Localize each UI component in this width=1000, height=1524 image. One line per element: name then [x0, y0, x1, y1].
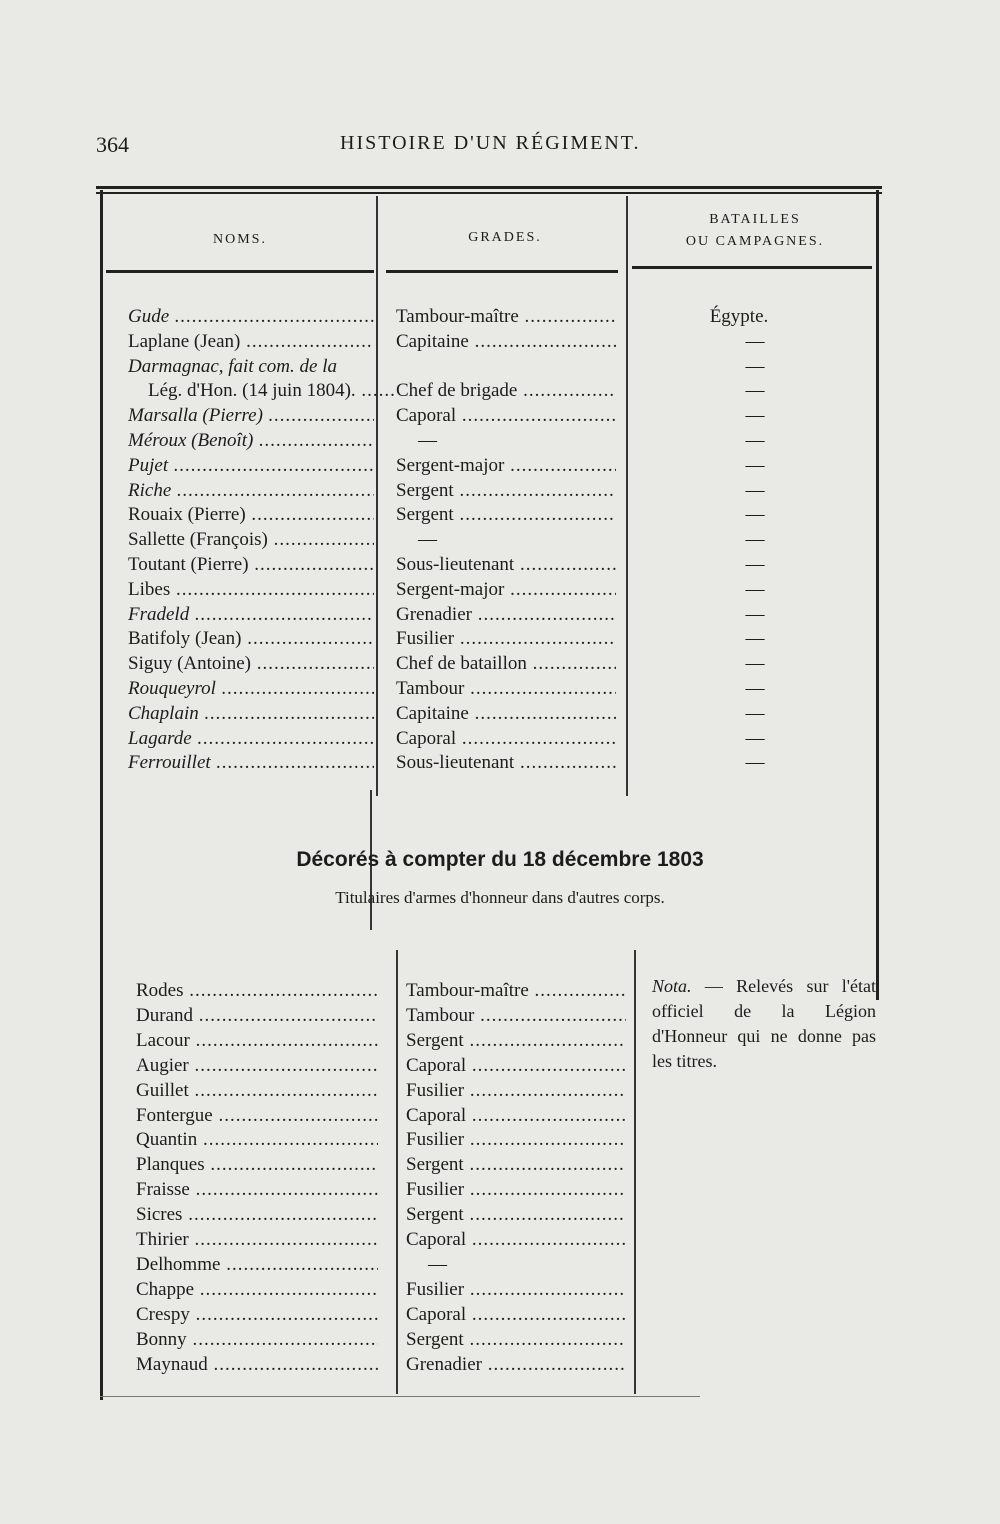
name-cell-text: Libes	[128, 578, 171, 600]
section-subtitle: Titulaires d'armes d'honneur dans d'autres corps.	[335, 888, 665, 907]
name-cell-text: Durand	[136, 1004, 193, 1026]
campaign-cell-text: —	[745, 479, 765, 501]
section-title: Décorés à compter du 18 décembre 1803	[296, 848, 704, 871]
campaign-cell	[640, 478, 870, 503]
grade-cell-text: Fusilier	[406, 1079, 465, 1101]
grade-cell-text: Chef de bataillon	[396, 653, 527, 675]
campaign-cell	[640, 750, 870, 775]
name-cell-text: Toutant (Pierre)	[128, 554, 249, 575]
name-cell-text: Thirier	[136, 1229, 189, 1250]
name-cell-text: Fontergue	[136, 1104, 213, 1126]
name-cell	[128, 329, 374, 354]
grade-cell	[396, 304, 616, 329]
campaign-cell-text: —	[745, 628, 765, 650]
name-cell	[136, 1227, 378, 1252]
grade-cell	[396, 478, 616, 503]
campaign-cell	[624, 304, 854, 329]
campaign-cell-text: Égypte.	[709, 306, 769, 327]
name-cell-text: Chappe	[136, 1278, 195, 1300]
name-cell-text: Planques	[136, 1154, 205, 1176]
grade-cell	[396, 602, 616, 627]
campaign-cell-text: —	[745, 727, 765, 749]
name-cell	[128, 354, 374, 379]
name-cell	[128, 577, 374, 602]
grade-cell-text: Caporal	[406, 1229, 467, 1250]
header-names: NOMS.	[213, 232, 267, 247]
grade-cell-text: Sous-lieutenant	[396, 752, 515, 774]
grade-cell-text: Sergent	[406, 1029, 464, 1051]
campaign-cell-text: —	[745, 380, 765, 402]
name-cell-text: Quantin	[136, 1129, 198, 1151]
name-cell	[136, 1352, 378, 1377]
grade-cell-text: Capitaine	[396, 702, 469, 724]
campaign-cell	[640, 577, 870, 602]
header-rule-1	[106, 270, 374, 273]
campaign-cell-text: —	[745, 603, 765, 625]
grade-cell-text: Fusilier	[406, 1179, 465, 1201]
grade-cell-text: Caporal	[406, 1303, 467, 1325]
name-cell	[136, 1103, 378, 1128]
campaign-cell-text: —	[745, 653, 765, 675]
grade-cell	[406, 1202, 626, 1227]
grade-cell	[406, 1103, 626, 1128]
campaign-cell	[640, 651, 870, 676]
name-cell-text: Crespy	[136, 1303, 190, 1325]
name-cell	[128, 502, 374, 527]
grade-cell-text: Fusilier	[406, 1129, 465, 1151]
name-cell	[136, 1302, 378, 1327]
campaign-cell	[640, 378, 870, 403]
grade-cell	[406, 1152, 626, 1177]
name-cell	[136, 1152, 378, 1177]
name-cell-text: Augier	[136, 1054, 189, 1076]
name-cell	[136, 1078, 378, 1103]
name-cell	[128, 428, 374, 453]
campaign-cell	[640, 676, 870, 701]
campaign-cell	[640, 602, 870, 627]
table-left-border	[100, 190, 103, 1400]
grade-cell	[396, 577, 616, 602]
name-cell	[128, 726, 374, 751]
header-rule-3	[632, 266, 872, 269]
name-cell-text: Laplane (Jean)	[128, 330, 241, 352]
grade-cell	[406, 1127, 626, 1152]
name-cell-text: Riche	[128, 479, 172, 501]
campaign-cell-text: —	[745, 702, 765, 724]
grade-cell	[406, 978, 626, 1003]
grade-cell	[396, 626, 616, 651]
name-cell-text: Batifoly (Jean)	[128, 628, 242, 650]
page-number: 364	[96, 132, 129, 157]
grade-cell-text: Caporal	[406, 1054, 467, 1076]
grade-cell-text: Sergent	[396, 479, 454, 501]
grade-cell	[396, 676, 616, 701]
campaign-cell-text: —	[745, 678, 765, 699]
header-rule-2	[386, 270, 618, 273]
note-text: — Relevés sur l'état officiel de la Légion d'Honneur qui ne donne pas les titres.	[652, 976, 877, 1071]
campaign-cell	[640, 453, 870, 478]
name-cell-text: Fradeld	[128, 603, 190, 625]
grade-cell-text: Sergent	[406, 1154, 464, 1176]
grade-cell-text: Fusilier	[396, 628, 455, 650]
grade-cell	[396, 552, 616, 577]
name-cell-text: Maynaud	[136, 1353, 208, 1375]
name-cell	[136, 978, 378, 1003]
name-cell-text: Sallette (François)	[128, 529, 268, 551]
name-cell-text: Siguy (Antoine)	[128, 653, 251, 675]
campaign-cell	[640, 329, 870, 354]
grade-cell	[406, 1078, 626, 1103]
name-cell	[136, 1202, 378, 1227]
name-cell	[136, 1053, 378, 1078]
grade-cell-text: Grenadier	[406, 1353, 482, 1375]
name-cell-text: Fraisse	[136, 1179, 190, 1201]
grade-cell	[406, 1227, 626, 1252]
grade-cell	[396, 378, 616, 403]
name-cell-text: Lagarde	[128, 727, 192, 749]
table2-bottom-rule	[100, 1396, 700, 1397]
name-cell-text: Marsalla (Pierre)	[128, 405, 263, 427]
grade-cell-text: Tambour	[406, 1004, 475, 1026]
table2-divider-2	[634, 950, 636, 1394]
header-battles-line2: OU CAMPAGNES.	[685, 234, 825, 249]
grade-cell	[406, 1352, 626, 1377]
campaign-cell	[640, 726, 870, 751]
name-cell-text: Lég. d'Hon. (14 juin 1804).	[148, 380, 356, 402]
name-cell	[136, 1127, 378, 1152]
column-divider-1	[376, 196, 378, 796]
name-cell	[128, 626, 374, 651]
grade-cell-text: Sergent	[406, 1204, 464, 1226]
grade-cell-text: Sergent-major	[396, 454, 505, 476]
grade-cell	[396, 527, 638, 552]
name-cell	[128, 602, 374, 627]
name-cell-text: Guillet	[136, 1079, 189, 1101]
name-cell-text: Rodes	[136, 980, 184, 1001]
name-cell-text: Pujet	[128, 454, 169, 476]
name-cell	[128, 304, 374, 329]
header-grades: GRADES.	[468, 230, 542, 245]
grade-cell	[406, 1302, 626, 1327]
campaign-cell	[640, 403, 870, 428]
grade-cell	[406, 1028, 626, 1053]
name-cell	[136, 1028, 378, 1053]
campaign-cell	[640, 527, 870, 552]
name-cell-text: Rouaix (Pierre)	[128, 504, 246, 526]
campaign-cell	[640, 502, 870, 527]
grade-cell	[396, 428, 638, 453]
name-cell	[128, 701, 374, 726]
grade-cell-text: Capitaine	[396, 330, 469, 352]
name-cell-text: Méroux (Benoît)	[128, 430, 254, 451]
name-cell-text: Ferrouillet	[128, 752, 211, 774]
name-cell	[136, 1252, 378, 1277]
table2-divider-1	[396, 950, 398, 1394]
name-cell	[136, 1327, 378, 1352]
grade-cell-text: Sergent-major	[396, 578, 505, 600]
name-cell	[128, 453, 374, 478]
grade-cell-text: —	[418, 529, 437, 551]
grade-cell	[396, 750, 616, 775]
grade-cell-text: Tambour	[396, 678, 465, 699]
campaign-cell	[640, 626, 870, 651]
name-cell-text: Rouqueyrol	[128, 678, 216, 699]
campaign-cell	[640, 701, 870, 726]
campaign-cell-text: —	[745, 529, 765, 551]
name-cell	[128, 750, 374, 775]
name-cell	[136, 1277, 378, 1302]
grade-cell-text: Fusilier	[406, 1278, 465, 1300]
grade-cell	[406, 1177, 626, 1202]
campaign-cell	[640, 552, 870, 577]
grade-cell-text: Tambour-maître	[396, 306, 519, 327]
running-head: HISTOIRE D'UN RÉGIMENT.	[340, 132, 641, 154]
grade-cell-text: Caporal	[396, 405, 457, 427]
grade-cell	[396, 651, 616, 676]
grade-cell	[406, 1003, 626, 1028]
campaign-cell-text: —	[745, 355, 765, 377]
campaign-cell-text: —	[745, 504, 765, 526]
campaign-cell-text: —	[745, 554, 765, 575]
grade-cell	[406, 1327, 626, 1352]
grade-cell-text: Caporal	[406, 1104, 467, 1126]
campaign-cell-text: —	[745, 405, 765, 427]
grade-cell	[406, 1252, 648, 1277]
grade-cell	[396, 701, 616, 726]
note-label: Nota.	[652, 976, 692, 996]
grade-cell	[406, 1277, 626, 1302]
name-cell	[136, 1003, 378, 1028]
name-cell	[128, 552, 374, 577]
name-cell-text: Sicres	[136, 1204, 183, 1226]
table-right-border	[876, 190, 879, 1000]
grade-cell	[396, 403, 616, 428]
name-cell	[128, 527, 374, 552]
campaign-cell-text: —	[745, 454, 765, 476]
campaign-cell	[640, 354, 870, 379]
name-cell-text: Chaplain	[128, 702, 199, 724]
grade-cell-text: Chef de brigade	[396, 380, 518, 402]
campaign-cell-text: —	[745, 430, 765, 451]
name-cell	[128, 478, 374, 503]
note	[652, 974, 876, 1074]
header-battles-line1: BATAILLES	[709, 212, 801, 227]
grade-cell	[396, 329, 616, 354]
grade-cell	[406, 1053, 626, 1078]
name-cell	[128, 403, 374, 428]
grade-cell-text: Sergent	[396, 504, 454, 526]
grade-cell	[396, 453, 616, 478]
name-cell-text: Bonny	[136, 1328, 187, 1350]
table-top-rule-inner	[96, 192, 882, 194]
campaign-cell-text: —	[745, 752, 765, 774]
name-cell-text: Lacour	[136, 1029, 190, 1051]
grade-cell	[396, 502, 616, 527]
grade-cell-text: Sergent	[406, 1328, 464, 1350]
name-cell	[128, 651, 374, 676]
grade-cell-text: —	[428, 1253, 447, 1275]
campaign-cell-text: —	[745, 578, 765, 600]
grade-cell-text: Caporal	[396, 727, 457, 749]
name-cell-text: Gude	[128, 306, 170, 327]
name-cell	[136, 1177, 378, 1202]
name-cell-text: Darmagnac, fait com. de la	[128, 355, 337, 377]
campaign-cell-text: —	[745, 330, 765, 352]
name-cell-text: Delhomme	[136, 1253, 221, 1275]
grade-cell-text: Sous-lieutenant	[396, 554, 515, 575]
name-cell	[148, 378, 394, 403]
campaign-cell	[640, 428, 870, 453]
table-top-rule	[96, 186, 882, 189]
grade-cell	[396, 726, 616, 751]
grade-cell-text: —	[418, 430, 437, 451]
grade-cell-text: Grenadier	[396, 603, 472, 625]
grade-cell-text: Tambour-maître	[406, 980, 529, 1001]
column-divider-2	[626, 196, 628, 796]
name-cell	[128, 676, 374, 701]
